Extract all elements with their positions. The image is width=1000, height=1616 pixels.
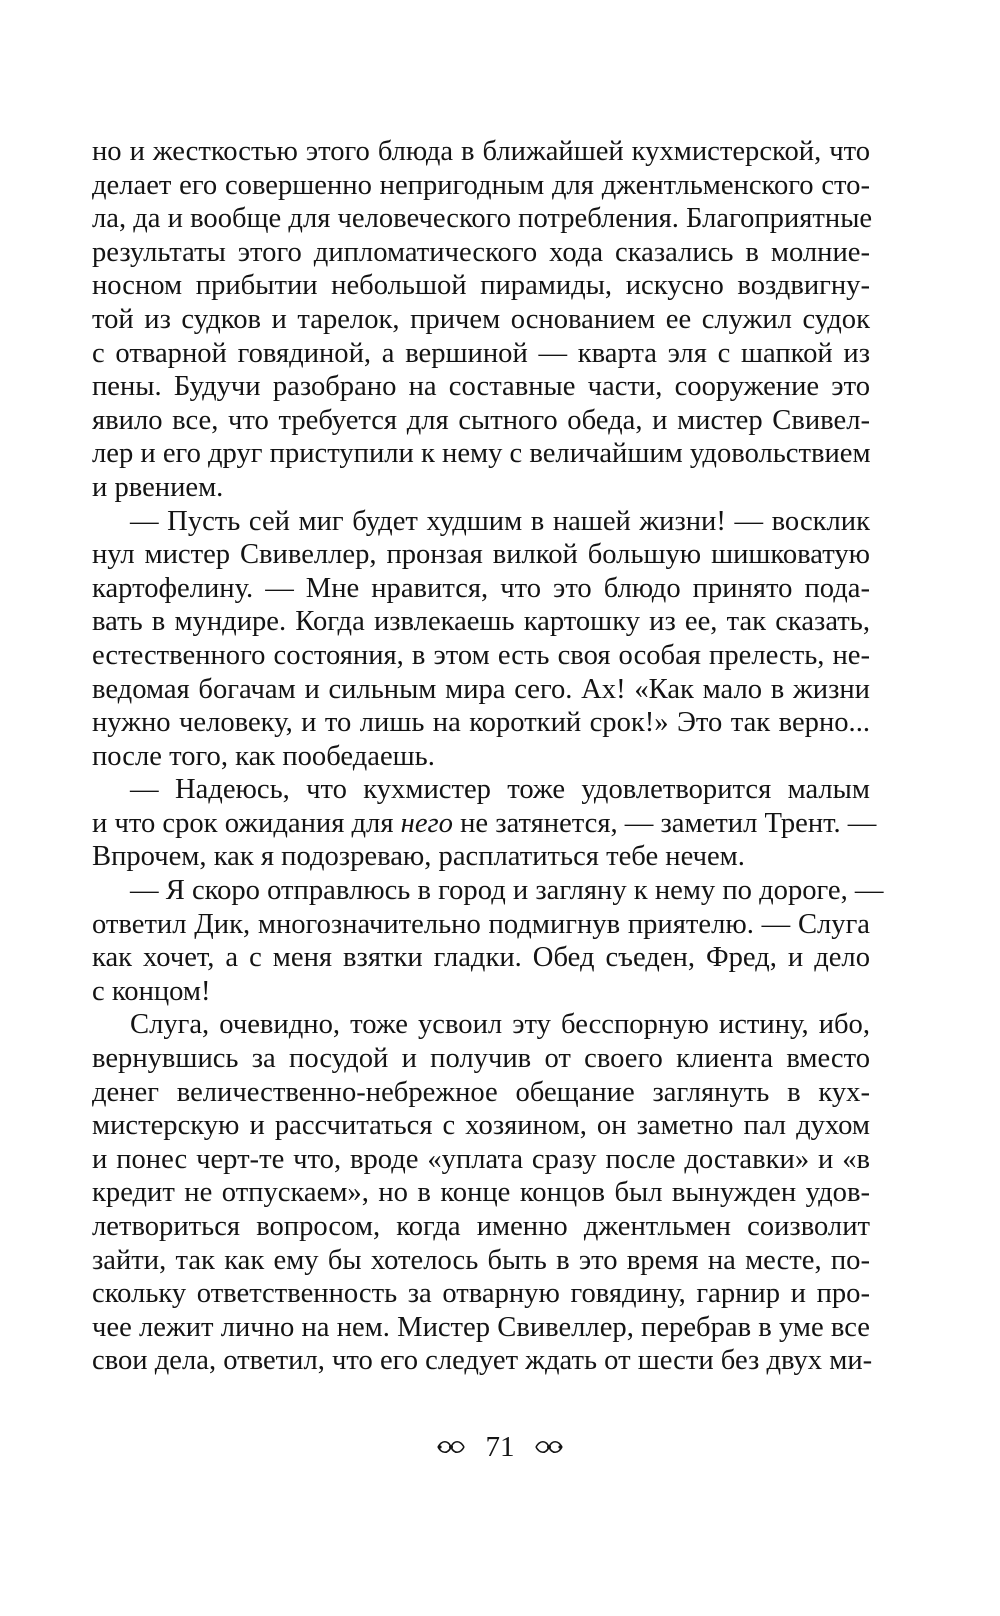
text-line: — Я скоро отправлюсь в город и загляну к нему по дороге, — (130, 875, 884, 907)
text-line: ведомая богачам и сильным мира сего. Ах! «Как мало в жизни (92, 673, 870, 705)
text-line: с отварной говядиной, а вершиной — кварта эля с шапкой из (92, 337, 870, 369)
text-line: Впрочем, как я подозреваю, расплатиться тебе нечем. (92, 841, 745, 873)
text-line: мистерскую и рассчитаться с хозяином, он заметно пал духом (92, 1110, 870, 1142)
text-line: естественного состояния, в этом есть своя особая прелесть, не- (92, 639, 870, 671)
page-number: 71 (485, 1431, 515, 1464)
text-line: скольку ответственность за отварную говядину, гарнир и про- (92, 1278, 870, 1310)
text-line: вать в мундире. Когда извлекаешь картошку из ее, так сказать, (92, 606, 870, 638)
text-line: кредит не отпускаем», но в конце концов был вынужден удов- (92, 1177, 870, 1209)
text-segment: и что срок ожидания для (92, 807, 401, 839)
text-line: лер и его друг приступили к нему с величайшим удовольствием (92, 438, 871, 470)
right-ornament-icon (534, 1429, 564, 1465)
text-line: явило все, что требуется для сытного обеда, и мистер Свивел- (92, 404, 870, 436)
text-line: как хочет, а с меня взятки гладки. Обед съеден, Фред, и дело (92, 942, 870, 974)
text-line: Слуга, очевидно, тоже усвоил эту бесспорную истину, ибо, (130, 1009, 870, 1041)
text-line: нужно человеку, и то лишь на короткий срок!» Это так верно... (92, 707, 870, 739)
text-line: но и жесткостью этого блюда в ближайшей кухмистерской, что (92, 136, 870, 167)
text-line: носном прибытии небольшой пирамиды, искусно воздвигну- (92, 270, 870, 302)
text-line: летвориться вопросом, когда именно джентльмен соизволит (92, 1211, 870, 1242)
text-line: той из судков и тарелок, причем основанием ее служил судок (92, 303, 870, 335)
text-line: и рвением. (92, 471, 224, 503)
italic-emphasis: него (400, 807, 453, 839)
text-line: вернувшись за посудой и получив от своего клиента вместо (92, 1043, 870, 1075)
text-line: делает его совершенно непригодным для джентльменского сто- (92, 169, 870, 201)
text-line: с концом! (92, 975, 211, 1007)
text-line: свои дела, ответил, что его следует ждать от шести без двух ми- (92, 1345, 873, 1377)
text-line: нул мистер Свивеллер, пронзая вилкой большую шишковатую (92, 539, 870, 571)
text-line: пены. Будучи разобрано на составные части, сооружение это (92, 371, 870, 403)
body-text (92, 135, 884, 1378)
text-line: картофелину. — Мне нравится, что это блюдо принято пода- (92, 572, 870, 604)
text-line (92, 807, 877, 841)
text-line: денег величественно-небрежное обещание заглянуть в кух- (92, 1076, 870, 1108)
text-line: — Пусть сей миг будет худшим в нашей жизни! — восклик (130, 505, 870, 537)
left-ornament-icon (436, 1429, 466, 1465)
text-line: после того, как пообедаешь. (92, 740, 435, 772)
text-line: — Надеюсь, что кухмистер тоже удовлетворится малым (130, 774, 870, 806)
text-segment: не затянется, — заметил Трент. — (452, 807, 877, 839)
text-line: результаты этого дипломатического хода сказались в молние- (92, 236, 870, 268)
text-line: и понес черт-те что, вроде «уплата сразу после доставки» и «в (92, 1143, 870, 1175)
page-folio (0, 1427, 1000, 1465)
text-line: ла, да и вообще для человеческого потребления. Благоприятные (92, 203, 873, 235)
text-line: ответил Дик, многозначительно подмигнув приятелю. — Слуга (92, 908, 870, 940)
text-line: чее лежит лично на нем. Мистер Свивеллер, перебрав в уме все (92, 1311, 870, 1343)
text-line: зайти, так как ему бы хотелось быть в это время на месте, по- (92, 1244, 870, 1276)
